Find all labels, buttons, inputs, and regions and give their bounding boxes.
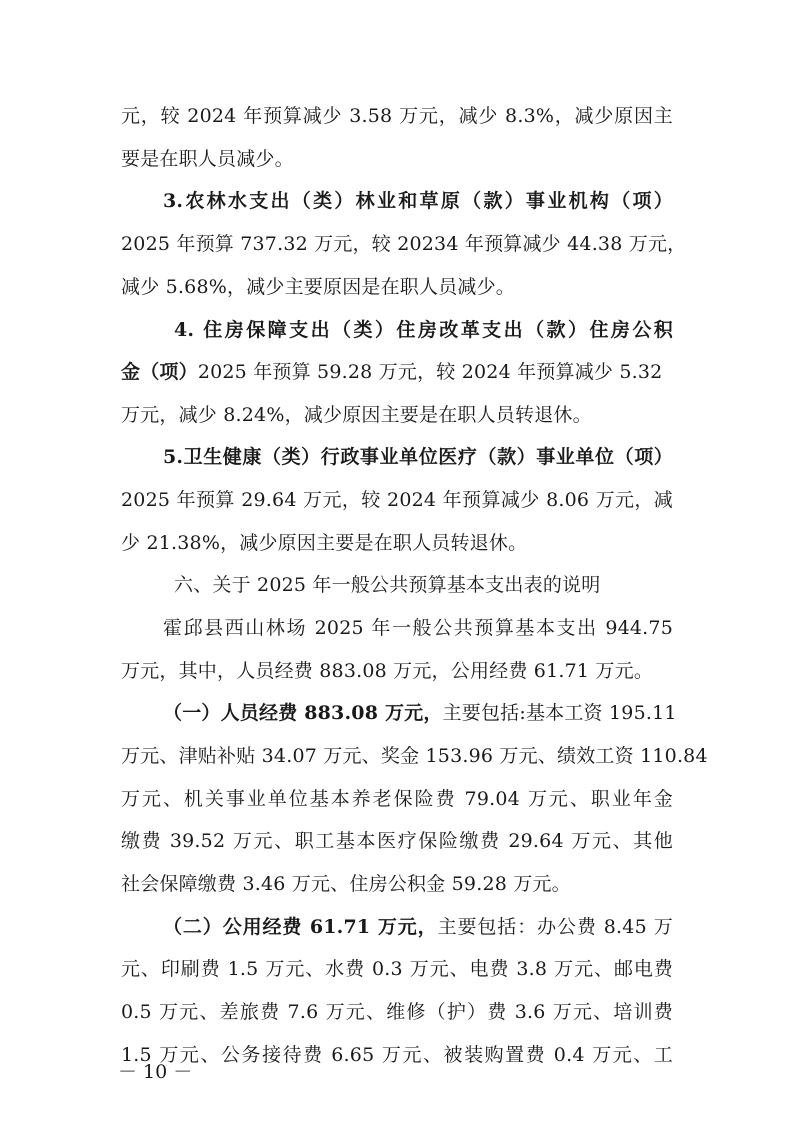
inline-heading: （一）人员经费 883.08 万元，: [163, 702, 443, 724]
paragraph-line: 万元、机关事业单位基本养老保险费 79.04 万元、职业年金: [121, 788, 673, 810]
paragraph-line: 1.5 万元、公务接待费 6.65 万元、被装购置费 0.4 万元、工: [121, 1044, 673, 1066]
paragraph-line: 万元，其中，人员经费 883.08 万元，公用经费 61.71 万元。: [121, 660, 654, 682]
paragraph-text: 主要包括:基本工资 195.11: [442, 702, 677, 724]
paragraph-line: 少 21.38%，减少原因主要是在职人员转退休。: [121, 532, 528, 554]
chapter-heading: 六、关于 2025 年一般公共预算基本支出表的说明: [174, 574, 601, 596]
paragraph-line: 缴费 39.52 万元、职工基本医疗保险缴费 29.64 万元、其他: [121, 830, 673, 852]
paragraph-line: 霍邱县西山林场 2025 年一般公共预算基本支出 944.75: [163, 617, 673, 639]
paragraph-line: 2025 年预算 737.32 万元，较 20234 年预算减少 44.38 万元，: [121, 233, 687, 255]
section-heading: 5.卫生健康（类）行政事业单位医疗（款）事业单位（项）: [163, 446, 673, 468]
paragraph-text: 2025 年预算 59.28 万元，较 2024 年预算减少 5.32: [197, 361, 663, 383]
paragraph-line: 0.5 万元、差旅费 7.6 万元、维修（护）费 3.6 万元、培训费: [121, 1001, 673, 1023]
paragraph-line: 要是在职人员减少。: [121, 148, 294, 170]
paragraph-line: [163, 915, 673, 939]
paragraph-line: [121, 360, 673, 384]
paragraph-line: 元，较 2024 年预算减少 3.58 万元，减少 8.3%，减少原因主: [121, 105, 673, 127]
section-heading: 4. 住房保障支出（类）住房改革支出（款）住房公积: [174, 319, 673, 341]
paragraph-text: 主要包括：办公费 8.45 万: [437, 916, 673, 938]
paragraph-line: [163, 701, 677, 725]
paragraph-line: 社会保障缴费 3.46 万元、住房公积金 59.28 万元。: [121, 873, 571, 895]
heading-tail: 金（项）: [121, 361, 198, 383]
paragraph-line: 2025 年预算 29.64 万元，较 2024 年预算减少 8.06 万元，减: [121, 489, 673, 511]
paragraph-line: 元、印刷费 1.5 万元、水费 0.3 万元、电费 3.8 万元、邮电费: [121, 958, 673, 980]
paragraph-line: 减少 5.68%，减少主要原因是在职人员减少。: [121, 276, 515, 298]
inline-heading: （二）公用经费 61.71 万元，: [163, 916, 438, 938]
paragraph-line: 万元、津贴补贴 34.07 万元、奖金 153.96 万元、绩效工资 110.84: [121, 745, 708, 767]
section-heading: 3.农林水支出（类）林业和草原（款）事业机构（项）: [163, 190, 673, 212]
page-number: － 10 －: [118, 1061, 193, 1083]
paragraph-line: 万元，减少 8.24%，减少原因主要是在职人员转退休。: [121, 404, 592, 426]
